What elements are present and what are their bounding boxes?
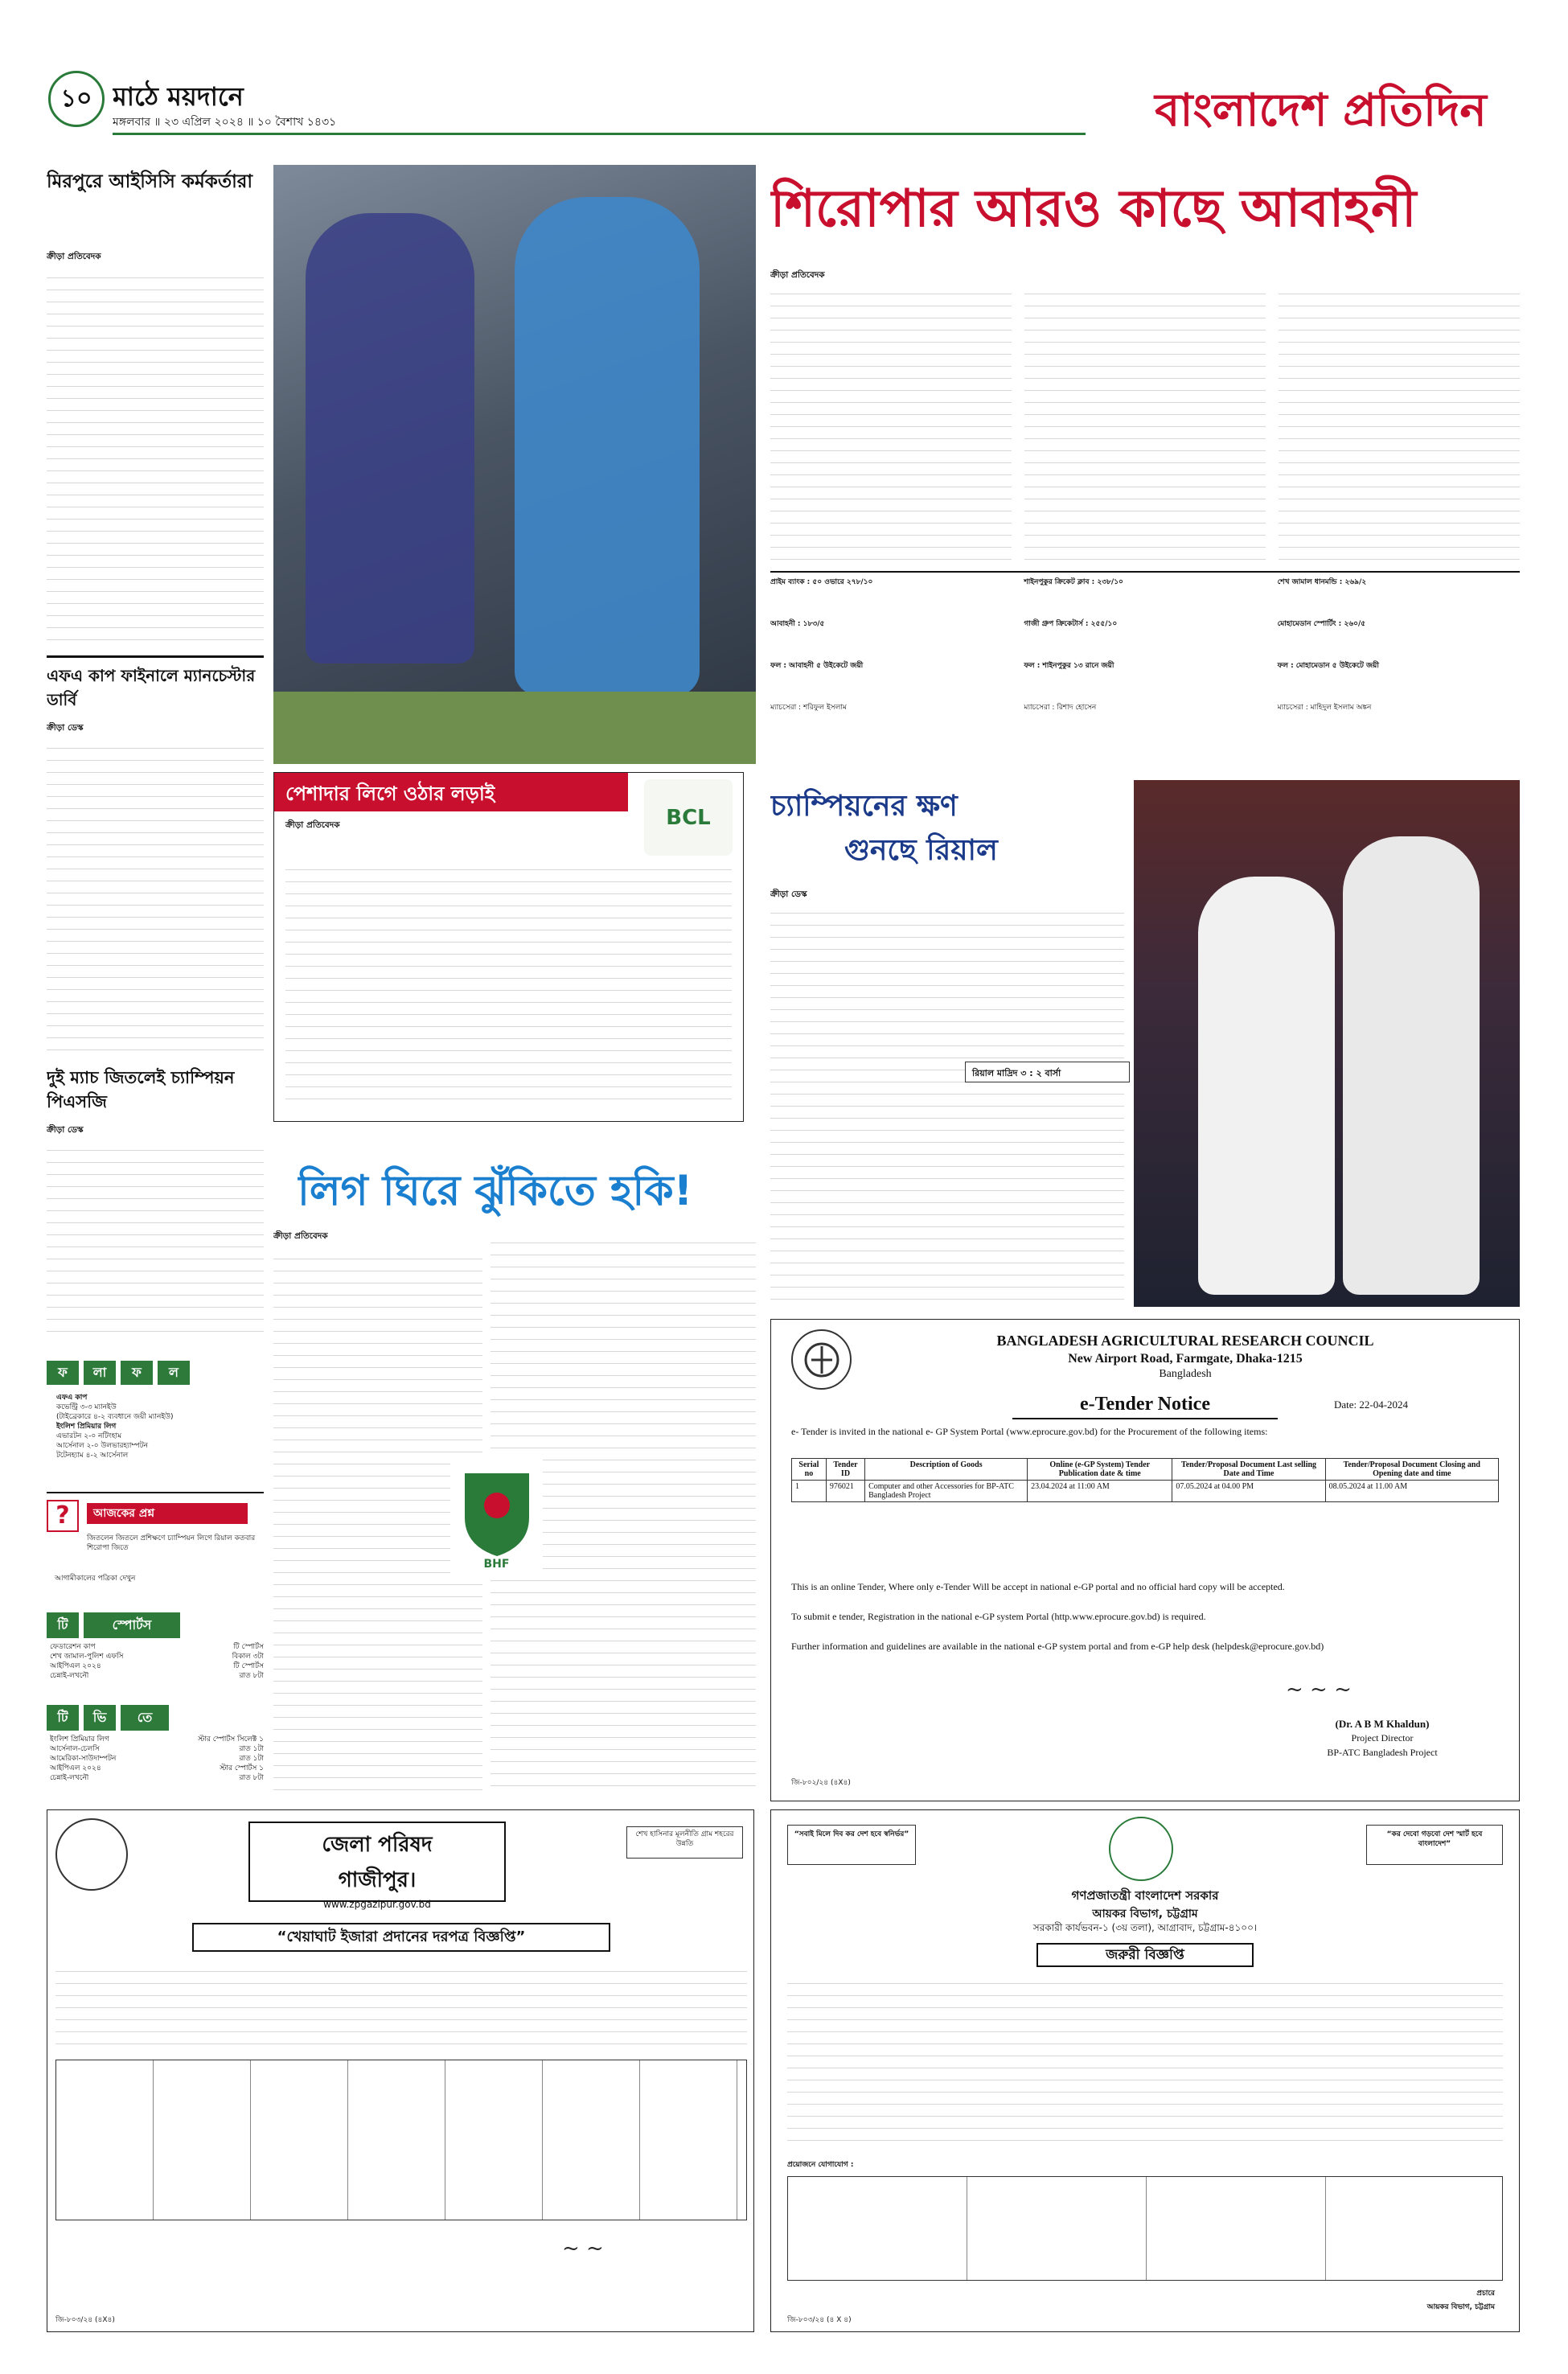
results-label: ল <box>158 1361 190 1385</box>
lead-body <box>770 285 1520 567</box>
tv-label: টি <box>47 1705 79 1731</box>
results-header <box>47 1359 264 1386</box>
table-cell: 23.04.2024 at 11:00 AM <box>1028 1481 1172 1502</box>
story1-byline: ক্রীড়া প্রতিবেদক <box>47 252 101 261</box>
gazipur-website: www.zpgazipur.gov.bd <box>323 1899 431 1910</box>
result-line: টটেনহ্যাম ৪-২ আর্সেনাল <box>56 1452 129 1460</box>
scorecard <box>770 577 1012 758</box>
result-line: আর্সেনাল ২-০ উলভারহ্যাম্পটন <box>56 1442 149 1450</box>
score-line: প্রাইম ব্যাংক : ৫০ ওভারে ২৭৮/১০ <box>770 578 873 586</box>
player-figure <box>1343 836 1480 1295</box>
story3-byline: ক্রীড়া ডেস্ক <box>47 1125 84 1135</box>
tax-post: আয়কর বিভাগ, চট্টগ্রাম <box>1426 2303 1495 2311</box>
date-line: মঙ্গলবার ॥ ২৩ এপ্রিল ২০২৪ ॥ ১০ বৈশাখ ১৪৩১ <box>113 116 337 129</box>
result-line: কভেন্ট্রি ৩-৩ ম্যানইউ <box>56 1403 117 1411</box>
quiz-box <box>47 1492 264 1604</box>
bcl-headline: পেশাদার লিগে ওঠার লড়াই <box>274 773 628 811</box>
tv-channel: টি স্পোর্টস <box>233 1662 264 1670</box>
tax-title: জরুরী বিজ্ঞপ্তি <box>1036 1943 1254 1967</box>
divider <box>47 655 264 658</box>
gazipur-title: জেলা পরিষদ <box>322 1833 433 1857</box>
table-header: Tender ID <box>826 1459 864 1481</box>
tender-para: To submit e tender, Registration in the national e-GP system Portal (http.www.eprocure.gov.bd) is required. <box>791 1611 1206 1622</box>
real-byline: ক্রীড়া ডেস্ক <box>770 889 807 899</box>
tender-title: e-Tender Notice <box>1012 1394 1278 1419</box>
scorecard <box>1278 577 1520 758</box>
table-cell: Computer and other Accessories for BP-ATC Bangladesh Project <box>865 1481 1028 1502</box>
story2-headline: এফএ কাপ ফাইনালে ম্যানচেস্টার ডার্বি <box>47 666 256 709</box>
bcl-logo: BCL <box>644 779 733 856</box>
tax-notice <box>770 1809 1520 2332</box>
bcl-byline: ক্রীড়া প্রতিবেদক <box>285 820 340 830</box>
zila-parishad-logo <box>55 1818 128 1891</box>
tv-channel: রাত ৮টা <box>239 1774 264 1782</box>
score-line: আবাহনী : ১৮৩/৫ <box>770 620 825 628</box>
tax-contact-table <box>787 2176 1503 2281</box>
score-line: ম্যাচসেরা : রিশাদ হোসেন <box>1024 704 1097 712</box>
table-header: Serial no <box>792 1459 827 1481</box>
tv-label: স্পোর্টস <box>84 1612 180 1638</box>
tv-event: আর্সেনাল-চেলসি <box>50 1745 100 1753</box>
real-headline-2: গুনছে রিয়াল <box>844 834 998 867</box>
results-label: লা <box>84 1361 116 1385</box>
barc-logo <box>791 1329 852 1390</box>
tax-contact-label: প্রয়োজনে যোগাযোগ : <box>787 2161 854 2169</box>
real-body <box>770 905 1124 1311</box>
gazipur-notice <box>47 1809 754 2332</box>
quiz-note: আগামীকালের পত্রিকা দেখুন <box>55 1575 136 1583</box>
score-line: ম্যাচসেরা : মাহিদুল ইসলাম অঙ্কন <box>1277 704 1372 712</box>
tender-table <box>791 1458 1499 1571</box>
score-line: ফল : শাইনপুকুর ১৩ রানে জয়ী <box>1024 662 1114 670</box>
tv2-header <box>47 1705 264 1731</box>
gazipur-notice-title: “খেয়াঘাট ইজারা প্রদানের দরপত্র বিজ্ঞপ্তি” <box>192 1923 610 1952</box>
table-header: Tender/Proposal Document Last selling Date and Time <box>1172 1459 1325 1481</box>
table-header: Online (e-GP System) Tender Publication date & time <box>1028 1459 1172 1481</box>
tender-address: New Airport Road, Farmgate, Dhaka-1215 <box>1068 1352 1303 1366</box>
tv-channel: রাত ৮টা <box>239 1672 264 1680</box>
gazipur-district: গাজীপুর। <box>338 1868 417 1892</box>
score-line: মোহামেডান স্পোর্টিং : ২৬০/৫ <box>1277 620 1366 628</box>
story3-body <box>47 1142 264 1343</box>
tax-slogan-left: “সবাই মিলে দিব কর দেশ হবে স্বনির্ভর” <box>787 1825 916 1865</box>
table-header: Tender/Proposal Document Closing and Opening date and time <box>1325 1459 1498 1481</box>
brand-logo: বাংলাদেশ প্রতিদিন <box>1155 84 1487 137</box>
tv-channel: রাত ১টা <box>239 1755 264 1763</box>
signatory-title: Project Director <box>1351 1732 1414 1744</box>
divider <box>770 571 1520 573</box>
tender-date: Date: 22-04-2024 <box>1334 1399 1409 1411</box>
tender-org: BANGLADESH AGRICULTURAL RESEARCH COUNCIL <box>996 1333 1374 1349</box>
tv-event: আইপিএল ২০২৪ <box>50 1662 101 1670</box>
bhf-logo <box>450 1460 543 1580</box>
ad-ref: জি-৮০৩/২৪ (৪ X ৪) <box>787 2316 852 2324</box>
tv-event: আমেরিকা-সাউদাম্পটন <box>50 1755 117 1763</box>
gazipur-title-box <box>248 1822 506 1910</box>
question-icon: ? <box>47 1500 79 1532</box>
bcl-body <box>285 861 732 1111</box>
results-list <box>56 1393 264 1489</box>
bhf-logo-text: BHF <box>483 1558 510 1571</box>
score-line: ম্যাচসেরা : শরিফুল ইসলাম <box>770 704 847 712</box>
score-line: গাজী গ্রুপ ক্রিকেটার্স : ২৫৫/১০ <box>1024 620 1118 628</box>
tv-channel: স্টার স্পোর্টস সিলেক্ট ১ <box>198 1735 264 1744</box>
tv-channel: টি স্পোর্টস <box>233 1643 264 1651</box>
masthead-rule <box>113 133 1086 135</box>
tax-slogan-right: “কর দেবো গড়বো দেশ স্মার্ট হবে বাংলাদেশ” <box>1366 1825 1503 1865</box>
signatory-project: BP-ATC Bangladesh Project <box>1327 1747 1438 1758</box>
tax-office: আয়কর বিভাগ, চট্টগ্রাম <box>1092 1908 1198 1920</box>
table-cell: 976021 <box>826 1481 864 1502</box>
tv-event: আইপিএল ২০২৪ <box>50 1764 101 1772</box>
section-title: মাঠে ময়দানে <box>113 81 244 112</box>
etender-notice <box>770 1319 1520 1801</box>
photo-caption: রিয়াল মাদ্রিদ ৩ : ২ বার্সা <box>965 1062 1130 1082</box>
result-line: ইংলিশ প্রিমিয়ার লিগ <box>56 1423 117 1431</box>
score-line: ফল : আবাহনী ৫ উইকেটে জয়ী <box>770 662 864 670</box>
result-line: এভারটন ২-০ নটিংহাম <box>56 1432 122 1440</box>
tax-govt: গণপ্রজাতন্ত্রী বাংলাদেশ সরকার <box>1071 1888 1219 1903</box>
result-line: (টাইব্রেকারে ৪-২ ব্যবধানে জয়ী ম্যানইউ) <box>56 1413 174 1421</box>
tv-event: শেখ জামাল-পুলিশ এফসি <box>50 1653 124 1661</box>
real-madrid-photo <box>1134 780 1520 1307</box>
tender-para: This is an online Tender, Where only e-Tender Will be accept in national e-GP portal and no official hard copy will be accepted. <box>791 1581 1285 1592</box>
gazipur-body <box>55 1963 747 2052</box>
scorecard <box>1024 577 1266 758</box>
story3-headline: দুই ম্যাচ জিতলেই চ্যাম্পিয়ন পিএসজি <box>47 1068 235 1111</box>
bcl-story <box>273 772 744 1122</box>
ad-ref: জি-৮০২/২৪ (৪X৪) <box>791 1779 851 1787</box>
tender-intro: e- Tender is invited in the national e- GP System Portal (www.eprocure.gov.bd) for the Procurement of the following items: <box>791 1426 1268 1437</box>
result-line: এফএ কাপ <box>56 1394 88 1402</box>
results-label: ফ <box>47 1361 79 1385</box>
table-cell: 1 <box>792 1481 827 1502</box>
story1-body <box>47 269 264 647</box>
table-header: Description of Goods <box>865 1459 1028 1481</box>
signature: ~ ~ ~ <box>1286 1678 1352 1702</box>
batsman-figure <box>515 197 700 696</box>
tender-country: Bangladesh <box>1159 1368 1212 1380</box>
table-cell: 08.05.2024 at 11.00 AM <box>1325 1481 1498 1502</box>
tv-channel: বিকাল ৩টা <box>232 1653 264 1661</box>
tax-pre: প্রচারে <box>1476 2290 1495 2298</box>
tender-para: Further information and guidelines are available in the national e-GP system portal and from e-GP help desk (helpdesk@eprocure.gov.bd) <box>791 1641 1324 1652</box>
pitch-grass <box>273 692 756 764</box>
tv-label: তে <box>121 1705 169 1731</box>
score-line: ফল : মোহামেডান ৫ উইকেটে জয়ী <box>1277 662 1379 670</box>
quiz-title: আজকের প্রশ্ন <box>87 1503 248 1524</box>
table-cell: 07.05.2024 at 04.00 PM <box>1172 1481 1325 1502</box>
quiz-question: জিতলেন জিতলে প্রশিক্ষণে চ্যাম্পিয়ন লিগে রিয়াল কতবার শিরোপা জিতে <box>87 1534 256 1552</box>
tv-schedule-2 <box>50 1735 264 1799</box>
bhf-shield-icon <box>461 1469 533 1558</box>
lead-byline: ক্রীড়া প্রতিবেদক <box>770 270 825 280</box>
cricket-photo <box>273 165 756 764</box>
tv-channel: রাত ১টা <box>239 1745 264 1753</box>
score-line: শেখ জামাল ধানমন্ডি : ২৬৯/২ <box>1277 578 1367 586</box>
hockey-byline: ক্রীড়া প্রতিবেদক <box>273 1231 328 1241</box>
tv-event: ফেডারেশন কাপ <box>50 1643 96 1651</box>
tv-event: চেন্নাই-লখনৌ <box>50 1774 89 1782</box>
signature: ~ ~ <box>562 2236 604 2261</box>
tv-label: ভি <box>84 1705 116 1731</box>
barc-emblem-icon <box>802 1340 842 1380</box>
tv-header <box>47 1612 264 1638</box>
gazipur-slogan: শেখ হাসিনার মূলনীতি গ্রাম শহরের উন্নতি <box>626 1826 743 1859</box>
lead-headline: শিরোপার আরও কাছে আবাহনী <box>770 179 1417 239</box>
tv-schedule-1 <box>50 1642 264 1698</box>
page-number: ১০ <box>48 71 105 127</box>
tv-event: ইংলিশ প্রিমিয়ার লিগ <box>50 1735 109 1744</box>
story1-headline: মিরপুরে আইসিসি কর্মকর্তারা <box>47 171 253 192</box>
wicketkeeper-figure <box>306 213 474 663</box>
story2-byline: ক্রীড়া ডেস্ক <box>47 723 84 733</box>
hockey-headline: লিগ ঘিরে ঝুঁকিতে হকি! <box>298 1167 693 1215</box>
tax-body <box>787 1975 1503 2152</box>
tv-event: চেন্নাই-লখনৌ <box>50 1672 89 1680</box>
gazipur-table <box>55 2060 747 2220</box>
results-label: ফ <box>121 1361 153 1385</box>
tv-label: টি <box>47 1612 79 1638</box>
scorecards <box>770 577 1520 758</box>
score-line: শাইনপুকুর ক্রিকেট ক্লাব : ২৩৮/১০ <box>1024 578 1123 586</box>
ad-ref: জি-৮০৩/২৪ (৪X৪) <box>55 2316 115 2324</box>
story2-body <box>47 740 264 1058</box>
real-headline-1: চ্যাম্পিয়নের ক্ষণ <box>770 790 958 823</box>
tv-channel: স্টার স্পোর্টস ১ <box>220 1764 264 1772</box>
govt-emblem-icon <box>1109 1817 1173 1881</box>
signatory-name: (Dr. A B M Khaldun) <box>1335 1718 1430 1730</box>
tax-address: সরকারী কার্যভবন-১ (৩য় তলা), আগ্রাবাদ, চট্টগ্রাম-৪১০০। <box>1032 1922 1258 1933</box>
player-figure <box>1198 877 1335 1295</box>
